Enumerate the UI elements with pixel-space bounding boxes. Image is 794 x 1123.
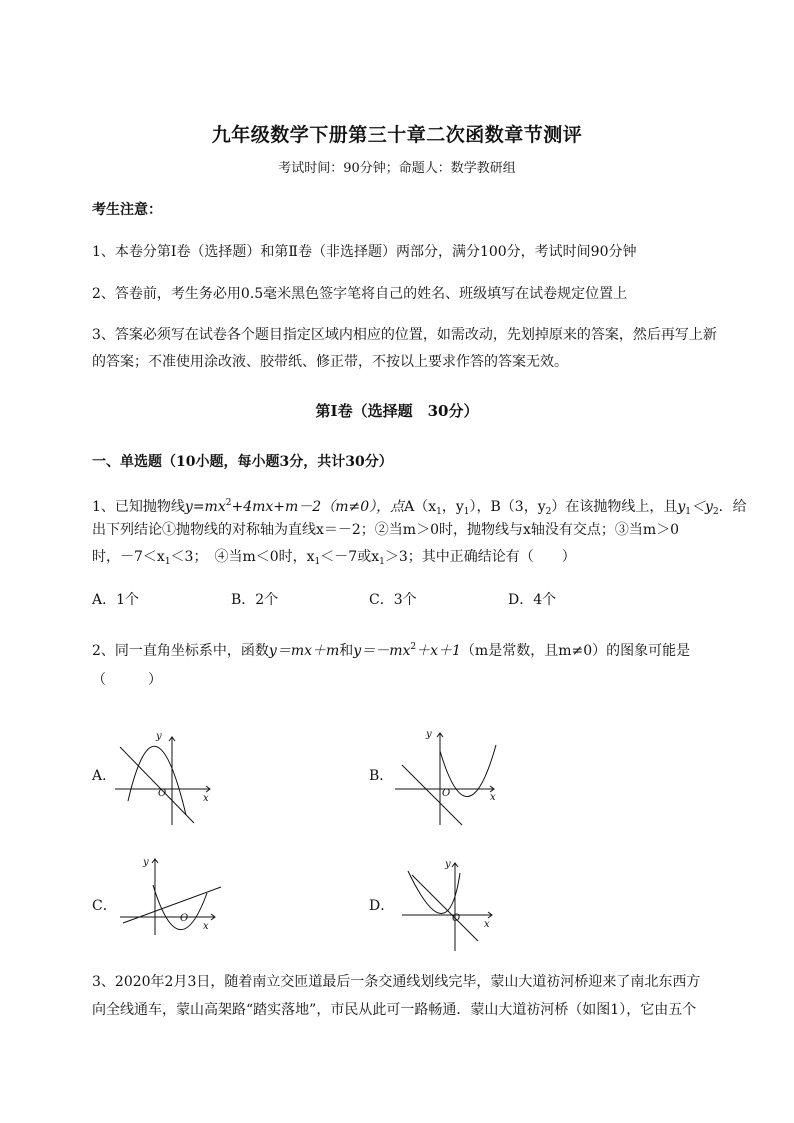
q2-graph-a[interactable] bbox=[110, 725, 220, 830]
part-title: 一、单选题（10小题，每小题3分，共计30分） bbox=[92, 454, 393, 470]
notice-item-3: 3、答案必须写在试卷各个题目指定区域内相应的位置，如需改动，先划掉原来的答案，然后再写上新 bbox=[92, 327, 717, 343]
q1-option-b[interactable]: B．2个 bbox=[231, 592, 279, 608]
x-axis-label: x bbox=[203, 921, 209, 932]
q2-option-d-label[interactable]: D． bbox=[369, 898, 395, 914]
q1-line-3: 时，$-7<x_1<3$； ④当m＜0时，$x_1<-7$或$x_1>3$；其中正确结论有（ ） bbox=[92, 549, 576, 567]
q3-line-2: 向全线通车，蒙山高架路“踏实落地”，市民从此可一路畅通．蒙山大道祊河桥（如图1），它由五个 bbox=[92, 1002, 697, 1018]
straight-line bbox=[120, 747, 194, 823]
q2-paren: （ ） bbox=[92, 672, 162, 688]
notice-heading: 考生注意： bbox=[92, 202, 162, 218]
q2-option-b-label[interactable]: B． bbox=[369, 768, 394, 784]
origin-label: O bbox=[158, 788, 167, 799]
notice-item-3-cont: 的答案；不准使用涂改液、胶带纸、修正带，不按以上要求作答的答案无效。 bbox=[92, 354, 568, 370]
y-axis-label: y bbox=[156, 731, 162, 742]
q1-line-1: 1、已知抛物线$y=mx^2+4mx+m-2(m\ne 0)$，点$A(x_1$，$y_1$），B（3，$y_2$）在该抛物线上，且$y_1<y_2$．给 bbox=[92, 498, 747, 517]
page-subtitle: 考试时间：90分钟；命题人：数学教研组 bbox=[278, 161, 516, 176]
notice-item-1: 1、本卷分第I卷（选择题）和第Ⅱ卷（非选择题）两部分，满分100分，考试时间90分钟 bbox=[92, 244, 637, 260]
q3-line-1: 3、2020年2月3日，随着南立交匝道最后一条交通线划线完毕，蒙山大道祊河桥迎来了南北东西方 bbox=[92, 974, 701, 990]
origin-label: O bbox=[180, 913, 189, 924]
page-title: 九年级数学下册第三十章二次函数章节测评 bbox=[211, 124, 583, 146]
q1-line-2: 出下列结论①抛物线的对称轴为直线x＝－2；②当m＞0时，抛物线与x轴没有交点；③当m＞0 bbox=[92, 522, 680, 538]
y-axis-label: y bbox=[445, 859, 451, 870]
y-axis-label: y bbox=[426, 729, 432, 740]
parabola bbox=[408, 871, 460, 914]
parabola bbox=[128, 746, 186, 815]
section-title: 第I卷（选择题 30分） bbox=[315, 402, 479, 420]
origin-label: O bbox=[442, 788, 451, 799]
q2-option-c-label[interactable]: C． bbox=[92, 898, 117, 914]
q1-option-c[interactable]: C．3个 bbox=[369, 592, 417, 608]
x-axis-label: x bbox=[490, 792, 496, 803]
q2-graph-c[interactable] bbox=[115, 855, 230, 940]
x-axis-label: x bbox=[203, 793, 209, 804]
origin-label: O bbox=[452, 913, 461, 924]
notice-item-2: 2、答卷前，考生务必用0.5毫米黑色签字笔将自己的姓名、班级填写在试卷规定位置上 bbox=[92, 286, 628, 302]
straight-line bbox=[402, 765, 462, 825]
q1-option-a[interactable]: A．1个 bbox=[92, 592, 140, 608]
q2-line-1: 2、同一直角坐标系中，函数y＝mx＋m和$y=-mx^2+x+1(m$是常数，且m≠0）的图象可能是 bbox=[92, 642, 691, 659]
x-axis-label: x bbox=[484, 919, 490, 930]
q2-option-a-label[interactable]: A． bbox=[92, 768, 117, 784]
straight-line bbox=[412, 875, 478, 941]
q2-graph-b[interactable] bbox=[390, 725, 505, 830]
straight-line bbox=[123, 887, 221, 923]
q2-graph-d[interactable] bbox=[400, 855, 500, 955]
q1-option-d[interactable]: D．4个 bbox=[508, 592, 557, 608]
y-axis-label: y bbox=[143, 857, 149, 868]
